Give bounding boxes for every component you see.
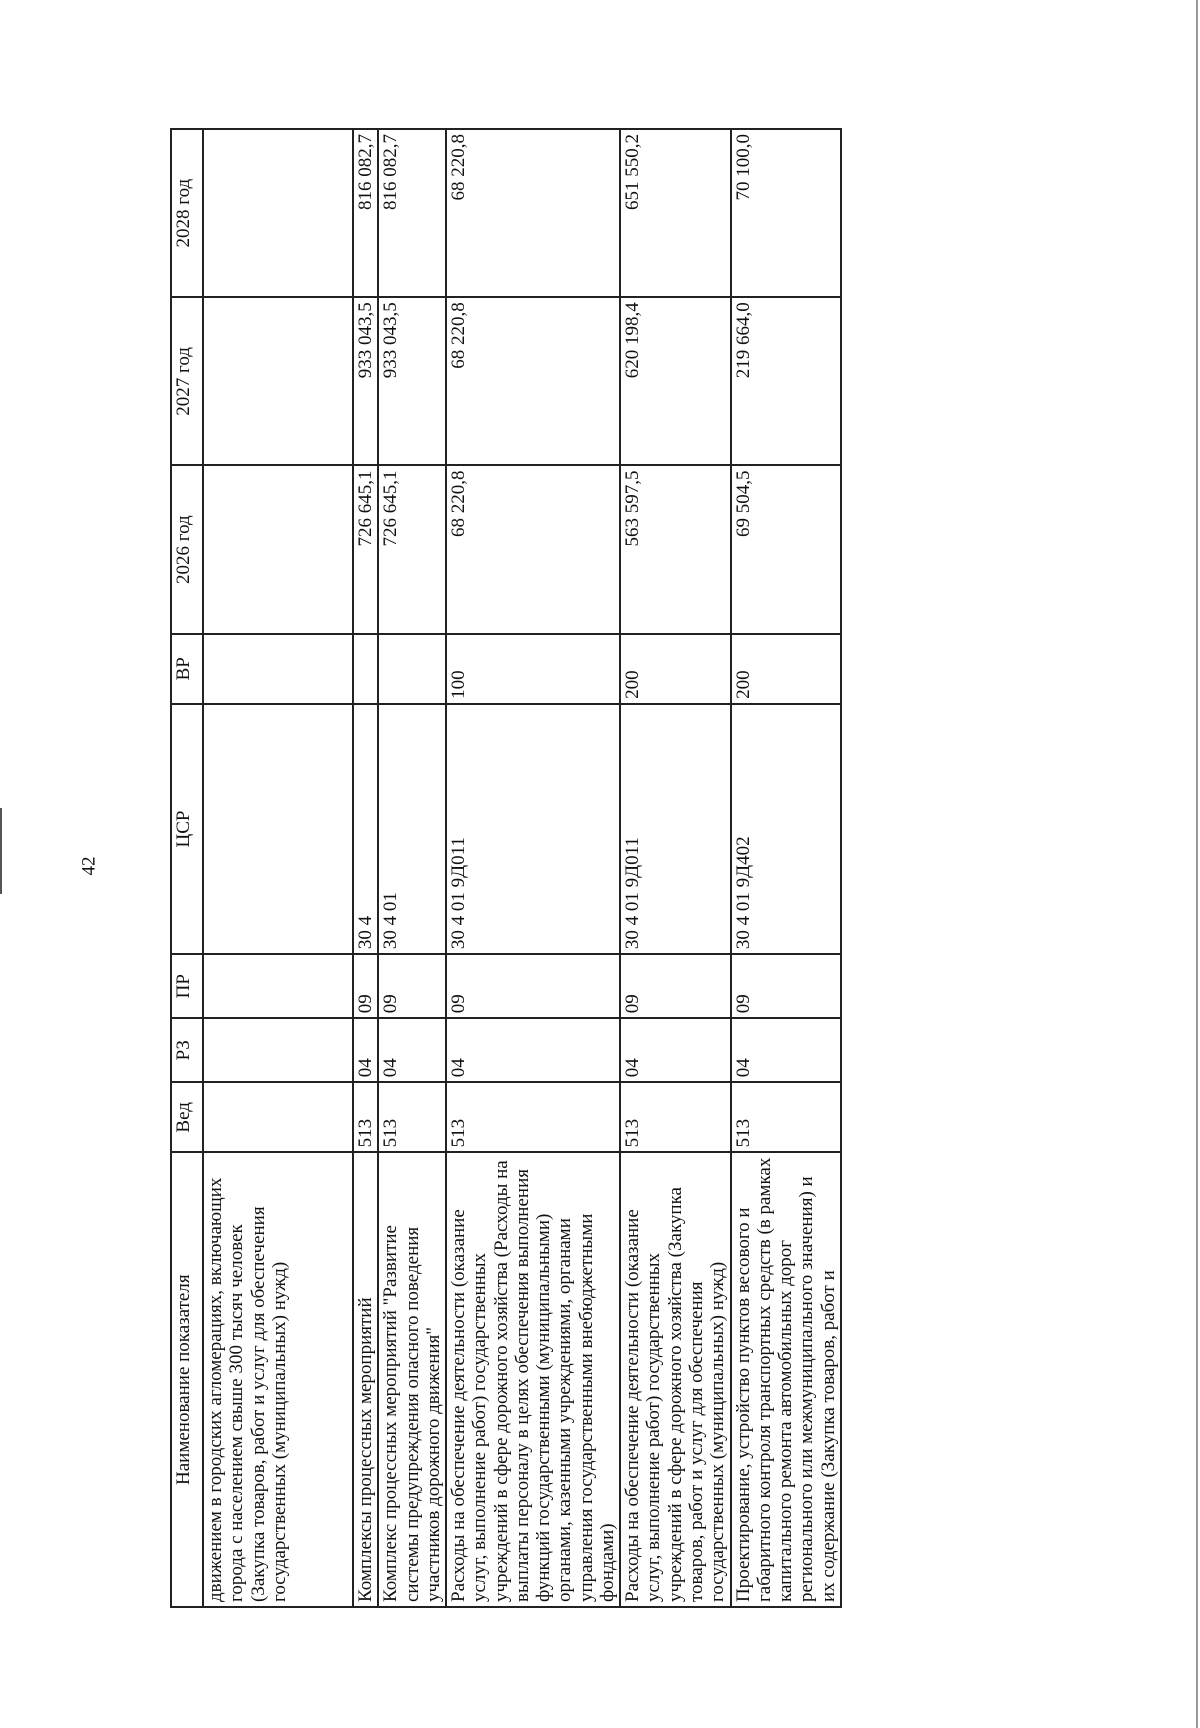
cell-2028: 816 082,7: [353, 129, 378, 297]
cell-2028: 68 220,8: [446, 129, 620, 297]
cell-2026: 68 220,8: [446, 466, 620, 634]
cell-2026: 726 645,1: [353, 466, 378, 634]
header-ved: Вед: [171, 1082, 203, 1152]
cell-2026: 69 504,5: [731, 466, 841, 634]
cell-vr: [378, 634, 446, 704]
header-rz: РЗ: [171, 1018, 203, 1082]
cell-pr: 09: [620, 954, 730, 1018]
cell-pr: [203, 954, 353, 1018]
cell-2027: 68 220,8: [446, 297, 620, 465]
cell-2028: 651 550,2: [620, 129, 730, 297]
cell-2027: 219 664,0: [731, 297, 841, 465]
cell-rz: [203, 1018, 353, 1082]
header-pr: ПР: [171, 954, 203, 1018]
cell-csr: 30 4 01 9Д402: [731, 704, 841, 954]
cell-rz: 04: [446, 1018, 620, 1082]
cell-csr: 30 4: [353, 704, 378, 954]
cell-name: Проектирование, устройство пунктов весового и габаритного контроля транспортных средств (в рамках капитального ремонта автомобильных дорог регионального или межмуниципального значения) и их содержание (Закупка товаров, работ и: [731, 1152, 841, 1607]
header-csr: ЦСР: [171, 704, 203, 954]
cell-name: Расходы на обеспечение деятельности (оказание услуг, выполнение работ) государственных учреждений в сфере дорожного хозяйства (Закупка товаров, работ и услуг для обеспечения государственных (муниципальных) нужд): [620, 1152, 730, 1607]
cell-name: Комплекс процессных мероприятий "Развитие системы предупреждения опасного поведения участников дорожного движения": [378, 1152, 446, 1607]
table-row: [378, 129, 446, 1607]
cell-rz: 04: [378, 1018, 446, 1082]
header-vr: ВР: [171, 634, 203, 704]
cell-name: движением в городских агломерациях, включающих города с населением свыше 300 тысяч человек (Закупка товаров, работ и услуг для обеспечения государственных (муниципальных) нужд): [203, 1152, 353, 1607]
cell-2027: 620 198,4: [620, 297, 730, 465]
cell-vr: [203, 634, 353, 704]
cell-ved: 513: [620, 1082, 730, 1152]
cell-vr: 100: [446, 634, 620, 704]
header-2028: 2028 год: [171, 129, 203, 297]
cell-vr: 200: [731, 634, 841, 704]
cell-2027: [203, 297, 353, 465]
cell-2027: 933 043,5: [378, 297, 446, 465]
cell-vr: [353, 634, 378, 704]
scan-mark-left: [0, 808, 2, 894]
cell-pr: 09: [731, 954, 841, 1018]
cell-2028: [203, 129, 353, 297]
cell-2026: [203, 466, 353, 634]
header-2026: 2026 год: [171, 466, 203, 634]
cell-ved: 513: [353, 1082, 378, 1152]
cell-name: Расходы на обеспечение деятельности (оказание услуг, выполнение работ) государственных учреждений в сфере дорожного хозяйства (Расходы на выплаты персоналу в целях обеспечения выполнения функций государственными (муниципальными) органами, казенными учреждениями, органами управления государственными внебюджетными фондами): [446, 1152, 620, 1607]
table-row: [620, 129, 730, 1607]
header-name: Наименование показателя: [171, 1152, 203, 1607]
rotated-table-wrapper: [170, 128, 1138, 1608]
budget-table: [170, 128, 842, 1608]
cell-ved: 513: [378, 1082, 446, 1152]
cell-csr: 30 4 01 9Д011: [620, 704, 730, 954]
cell-ved: 513: [731, 1082, 841, 1152]
cell-2027: 933 043,5: [353, 297, 378, 465]
table-row: [446, 129, 620, 1607]
cell-2026: 563 597,5: [620, 466, 730, 634]
header-2027: 2027 год: [171, 297, 203, 465]
cell-pr: 09: [378, 954, 446, 1018]
cell-pr: 09: [353, 954, 378, 1018]
table-header-row: [171, 129, 203, 1607]
scan-mark-right: [1196, 0, 1198, 1728]
cell-pr: 09: [446, 954, 620, 1018]
cell-name: Комплексы процессных мероприятий: [353, 1152, 378, 1607]
cell-2028: 816 082,7: [378, 129, 446, 297]
cell-ved: [203, 1082, 353, 1152]
page-number: 42: [78, 856, 100, 876]
cell-csr: 30 4 01 9Д011: [446, 704, 620, 954]
table-row: [731, 129, 841, 1607]
cell-ved: 513: [446, 1082, 620, 1152]
cell-2026: 726 645,1: [378, 466, 446, 634]
cell-vr: 200: [620, 634, 730, 704]
cell-rz: 04: [620, 1018, 730, 1082]
table-row: [203, 129, 353, 1607]
table-row: [353, 129, 378, 1607]
cell-csr: 30 4 01: [378, 704, 446, 954]
cell-rz: 04: [353, 1018, 378, 1082]
cell-csr: [203, 704, 353, 954]
cell-2028: 70 100,0: [731, 129, 841, 297]
cell-rz: 04: [731, 1018, 841, 1082]
